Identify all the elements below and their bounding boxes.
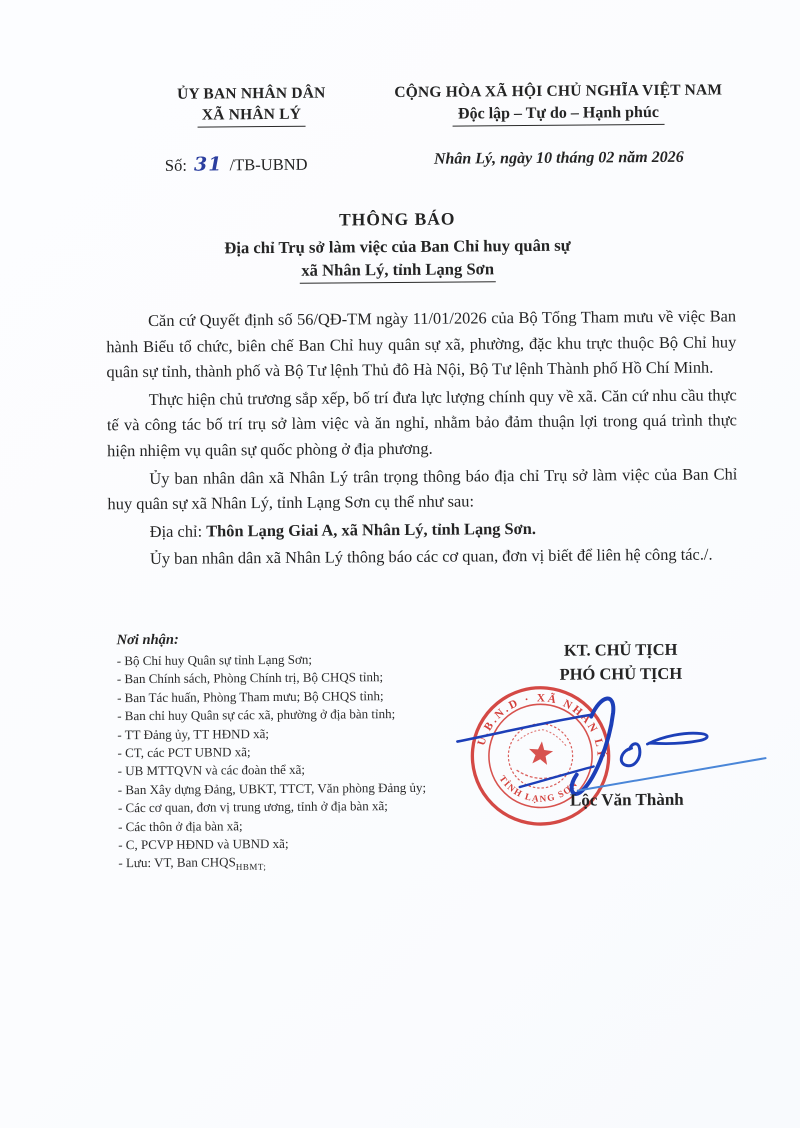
place-dateline: Nhân Lý, ngày 10 tháng 02 năm 2026 — [433, 148, 684, 168]
document-subject-line2: xã Nhân Lý, tỉnh Lạng Sơn — [299, 259, 496, 284]
national-motto-line1: CỘNG HÒA XÃ HỘI CHỦ NGHĨA VIỆT NAM — [394, 81, 723, 102]
document-number-label: Số: — [164, 155, 187, 175]
recipient-keep-main: - Lưu: VT, Ban CHQS — [118, 854, 236, 871]
paragraph-announcement: Ủy ban nhân dân xã Nhân Lý trân trọng thông báo địa chỉ Trụ sở làm việc của Ban Chỉ huy quân sự xã Nhân Lý, tỉnh Lạng Sơn cụ thể như sau: — [107, 463, 738, 514]
paragraph-closing: Ủy ban nhân dân xã Nhân Lý thông báo các cơ quan, đơn vị biết để liên hệ công tác./. — [149, 544, 713, 569]
paragraph-policy: Thực hiện chủ trương sắp xếp, bố trí đưa lực lượng chính quy về xã. Căn cứ nhu cầu thực tế và công tác bố trí trụ sở làm việc và ăn nghỉ, nhằm bảo đảm thuận lợi trong quá trình thực hiện nhiệm vụ quân sự quốc phòng ở địa phương. — [106, 385, 737, 461]
national-header-block — [374, 81, 743, 169]
recipients-block — [117, 630, 459, 878]
document-subject-line1: Địa chỉ Trụ sở làm việc của Ban Chỉ huy quân sự — [224, 235, 571, 258]
recipient-keep-subscript: HBMT; — [235, 862, 267, 873]
paragraph-legal-basis: Căn cứ Quyết định số 56/QĐ-TM ngày 11/01/2026 của Bộ Tổng Tham mưu về việc Ban hành Biểu tổ chức, biên chế Ban Chỉ huy quân sự xã, phường, đặc khu trực thuộc Bộ Chỉ huy quân sự tỉnh, thành phố và Bộ Tư lệnh Thủ đô Hà Nội, Bộ Tư lệnh Thành phố Hồ Chí Minh. — [106, 306, 737, 382]
recipient-item: - C, PCVP HĐND và UBND xã; — [118, 835, 289, 853]
recipient-item: - Ban Chính sách, Phòng Chính trị, Bộ CHQS tỉnh; — [116, 669, 384, 687]
address-value: Thôn Lạng Giai A, xã Nhân Lý, tỉnh Lạng Sơn. — [206, 518, 536, 541]
address-label: Địa chỉ: — [149, 521, 203, 541]
document-number-handwritten: 31 — [193, 153, 223, 176]
document-title-block — [0, 206, 798, 286]
recipient-item: - Các cơ quan, đơn vị trung ương, tỉnh ở địa bàn xã; — [117, 798, 388, 816]
recipient-item: - TT Đảng ủy, TT HĐND xã; — [117, 725, 270, 742]
issuing-authority-line1: ỦY BAN NHÂN DÂN — [177, 84, 326, 103]
recipient-item: - Ban Xây dựng Đảng, UBKT, TTCT, Văn phòng Đảng ủy; — [117, 779, 427, 798]
signing-role: PHÓ CHỦ TỊCH — [559, 663, 683, 684]
recipient-item: - Bộ Chỉ huy Quân sự tỉnh Lạng Sơn; — [116, 651, 313, 669]
signing-authority: KT. CHỦ TỊCH — [563, 639, 678, 660]
document-number-suffix: /TB-UBND — [229, 154, 308, 175]
recipient-item-keep — [118, 852, 458, 878]
recipient-item: - Ban chỉ huy Quân sự các xã, phường ở địa bàn tỉnh; — [117, 706, 396, 724]
document-number — [165, 153, 308, 176]
document-type-title: THÔNG BÁO — [338, 208, 456, 230]
recipient-item: - Các thôn ở địa bàn xã; — [117, 817, 243, 834]
recipient-item: - CT, các PCT UBND xã; — [117, 744, 251, 761]
national-motto-line2: Độc lập – Tự do – Hạnh phúc — [452, 104, 665, 127]
seal-arc-bottom-text: TỈNH LẠNG SƠN — [497, 773, 581, 804]
issuing-authority-block — [134, 84, 368, 128]
recipient-item: - Ban Tác huấn, Phòng Tham mưu; Bộ CHQS tỉnh; — [116, 687, 384, 706]
issuing-authority-line2: XÃ NHÂN LÝ — [198, 106, 305, 128]
signer-name: Lộc Văn Thành — [569, 789, 684, 810]
recipient-item: - UB MTTQVN và các đoàn thể xã; — [117, 762, 306, 779]
seal-arc-top-text: U.B.N.D · XÃ NHÂN LÝ — [475, 692, 607, 761]
recipients-label: Nơi nhận: — [116, 631, 179, 649]
document-body — [106, 303, 738, 574]
paragraph-address — [108, 514, 738, 545]
